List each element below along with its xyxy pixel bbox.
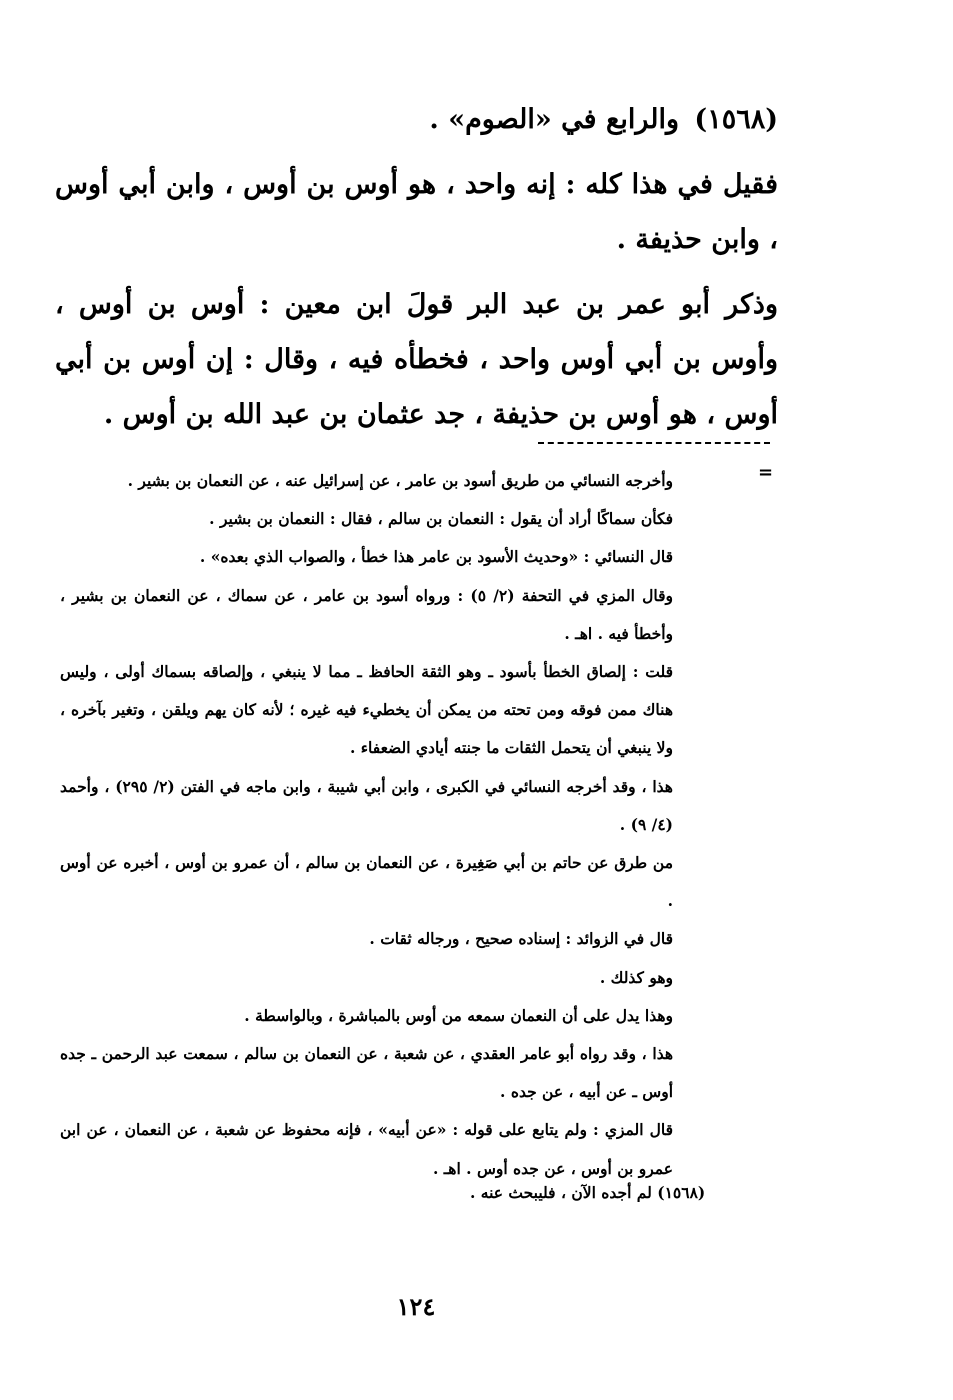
main-paragraph-3: وذكر أبو عمر بن عبد البر قولَ ابن معين : أوس بن أوس ، وأوس بن أبي أوس واحد ، فخطأه فيه ، وقال : إن أوس بن أبي أوس ، هو أوس بن حذيفة ، جد عثمان بن عبد الله بن أوس . bbox=[55, 289, 778, 430]
footnote-1568-text: لم أجده الآن ، فليبحث عنه . bbox=[470, 1183, 652, 1202]
footnote-number-1568: (١٥٦٨) bbox=[657, 1183, 706, 1202]
footnote-paragraph: فكأن سماكًا أراد أن يقول : النعمان بن سالم ، فقال : النعمان بن بشير . bbox=[209, 509, 673, 529]
main-text bbox=[55, 92, 778, 442]
footnote-paragraph: وهذا يدل على أن النعمان سمعه من أوس بالمباشرة ، وبالواسطة . bbox=[244, 1005, 673, 1025]
footnote-paragraph: وأخرجه النسائي من طريق أسود بن عامر ، عن إسرائيل عنه ، عن النعمان بن بشير . bbox=[127, 471, 673, 490]
footnote-separator bbox=[538, 442, 770, 444]
footnotes bbox=[60, 462, 673, 1188]
footnote-paragraph: قال النسائي : «وحديث الأسود بن عامر هذا خطأ ، والصواب الذي بعده» . bbox=[199, 547, 673, 567]
footnote-paragraph: قال في الزوائد : إسناده صحيح ، ورجاله ثقات . bbox=[369, 929, 673, 949]
main-paragraph-1 bbox=[55, 92, 778, 147]
footnote-continuation-mark: = bbox=[758, 462, 774, 483]
footnote-paragraph: من طرق عن حاتم بن أبي صَغِيرة ، عن النعمان بن سالم ، أن عمرو بن أوس ، أخبره عن أوس . bbox=[60, 853, 673, 911]
main-paragraph-1-text: والرابع في «الصوم» . bbox=[429, 104, 680, 135]
footnote-paragraph: هذا ، وقد أخرجه النسائي في الكبرى ، وابن أبي شيبة ، وابن ماجه في الفتن (٢/ ٢٩٥) ، وأحمد (٤/ ٩) . bbox=[60, 776, 673, 834]
note-number-1568: (١٥٦٨) bbox=[694, 104, 778, 135]
footnote-paragraph: هذا ، وقد رواه أبو عامر العقدي ، عن شعبة ، عن النعمان بن سالم ، سمعت عبد الرحمن ـ جده أوس ـ عن أبيه ، عن جده . bbox=[60, 1044, 673, 1102]
footnote-paragraph: قال المزي : ولم يتابع على قوله : «عن أبيه» ، فإنه محفوظ عن شعبة ، عن النعمان ، عن ابن عمرو بن أوس ، عن جده أوس . اهـ . bbox=[60, 1120, 673, 1178]
footnote-paragraph: وهو كذلك . bbox=[599, 967, 673, 987]
footnote-paragraph: قلت : إلصاق الخطأ بأسود ـ وهو الثقة الحافظ ـ مما لا ينبغي ، وإلصاقه بسماك أولى ، وليس هناك ممن فوقه ومن تحته من يمكن أن يخطيء فيه غيره ؛ لأنه كان يهم ويلقن ، وتغير بآخره ، ولا ينبغي أن يتحمل الثقات ما جنته أيادي الضعفاء . bbox=[60, 662, 673, 758]
footnote-1568 bbox=[470, 1183, 705, 1202]
footnote-paragraph: وقال المزي في التحفة (٢/ ٥) : ورواه أسود بن عامر ، عن سماك ، عن النعمان بن بشير ، وأخطأ فيه . اهـ . bbox=[60, 585, 673, 643]
page-number: ١٢٤ bbox=[396, 1292, 436, 1321]
main-paragraph-2: فقيل في هذا كله : إنه واحد ، هو أوس بن أوس ، وابن أبي أوس ، وابن حذيفة . bbox=[55, 169, 778, 255]
